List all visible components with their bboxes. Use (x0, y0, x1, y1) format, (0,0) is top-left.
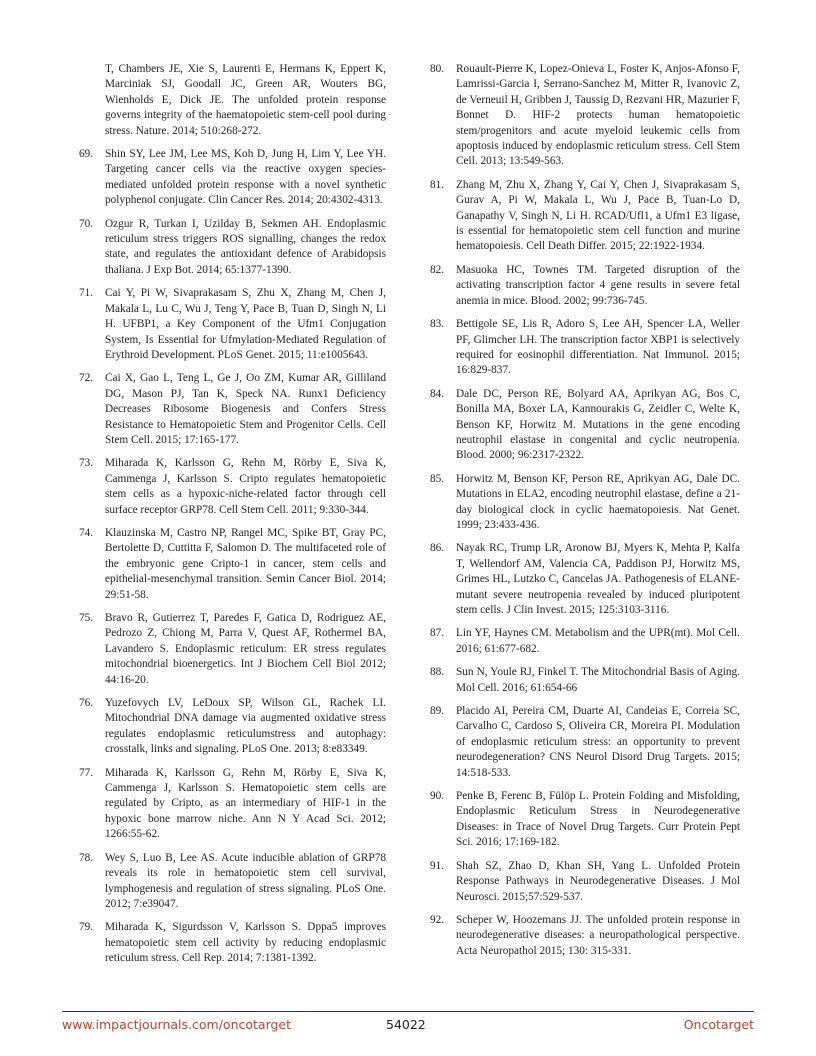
reference-entry (430, 913, 740, 959)
reference-text: Cai Y, Pi W, Sivaprakasam S, Zhu X, Zhang M, Chen J, Makala L, Lu C, Wu J, Teng Y, Pace B, Tuan D, Singh N, Li H. UFBP1, a Key Component of the Ufm1 Conjugation System, Is Essential for Ufmylation-Mediated Regulation of Erythroid Development. PLoS Genet. 2015; 11:e1005643. (105, 287, 386, 361)
reference-entry (79, 920, 386, 966)
reference-number: 90. (430, 790, 445, 803)
reference-entry (79, 371, 386, 448)
reference-entry (430, 387, 740, 464)
reference-text: Bravo R, Gutierrez T, Paredes F, Gatica D, Rodriguez AE, Pedrozo Z, Chiong M, Parra V, Quest AF, Rothermel BA, Lavandero S. Endoplasmic reticulum: ER stress regulates mitochondrial bioenergetics. Int J Biochem Cell Biol 2012; 44:16-20. (105, 612, 386, 686)
page-number: 54022 (386, 1017, 426, 1032)
reference-number: 69. (79, 148, 94, 161)
reference-number: 87. (430, 627, 445, 640)
reference-text: Yuzefovych LV, LeDoux SP, Wilson GL, Rachek LI. Mitochondrial DNA damage via augmented oxidative stress regulates endoplasmic reticulumstress and autophagy: crosstalk, links and signaling. PLoS One. 2013; 8:e83349. (105, 697, 386, 756)
reference-number: 84. (430, 387, 445, 400)
reference-text: Bettigole SE, Lis R, Adoro S, Lee AH, Spencer LA, Weller PF, Glimcher LH. The transcription factor XBP1 is selectively required for eosinophil differentiation. Nat Immunol. 2015; 16:829-837. (456, 318, 740, 377)
reference-number: 71. (79, 287, 94, 300)
reference-text: Scheper W, Hoozemans JJ. The unfolded protein response in neurodegenerative diseases: a neuropathological perspective. Acta Neuropathol 2015; 130: 315-331. (456, 913, 740, 957)
reference-text: Miharada K, Karlsson G, Rehn M, Rörby E, Siva K, Cammenga J, Karlsson S. Hematopoietic stem cells are regulated by Cripto, as an intermediary of HIF-1 in the hypoxic bone marrow niche. Ann N Y Acad Sci. 2012; 1266:55-62. (105, 766, 386, 841)
reference-entry (430, 178, 740, 255)
reference-entry (79, 286, 386, 363)
reference-entry (430, 472, 740, 534)
reference-number: 77. (79, 766, 94, 779)
reference-number: 81. (430, 178, 445, 191)
reference-entry (430, 263, 740, 309)
reference-entry (430, 626, 740, 657)
reference-text: Klauzinska M, Castro NP, Rangel MC, Spike BT, Gray PC, Bertolette D, Cuttitta F, Salomon D. The multifaceted role of the embryonic gene Cripto-1 in cancer, stem cells and epithelial-mesenchymal transition. Semin Cancer Biol. 2014; 29:51-58. (105, 526, 386, 601)
reference-entry (430, 317, 740, 379)
reference-number: 89. (430, 705, 445, 718)
reference-entry (79, 696, 386, 758)
reference-entry (79, 851, 386, 913)
reference-entry (79, 62, 386, 139)
journal-url-link[interactable]: www.impactjournals.com/oncotarget (62, 1017, 292, 1032)
reference-number: 79. (79, 921, 94, 934)
reference-text: T, Chambers JE, Xie S, Laurenti E, Hermans K, Eppert K, Marciniak SJ, Goodall JC, Green AR, Wouters BG, Wienholds E, Dick JE. The unfolded protein response governs integrity of the haematopoietic stem-cell pool during stress. Nature. 2014; 510:268-272. (105, 63, 386, 137)
reference-number: 92. (430, 913, 445, 926)
journal-name: Oncotarget (683, 1017, 754, 1032)
reference-text: Wey S, Luo B, Lee AS. Acute inducible ablation of GRP78 reveals its role in hematopoietic stem cell survival, lymphogenesis and regulation of stress signaling. PLoS One. 2012; 7:e39047. (105, 851, 386, 910)
reference-text: Sun N, Youle RJ, Finkel T. The Mitochondrial Basis of Aging. Mol Cell. 2016; 61:654-66 (456, 666, 740, 694)
reference-text: Miharada K, Sigurdsson V, Karlsson S. Dppa5 improves hematopoietic stem cell activity by reducing endoplasmic reticulum stress. Cell Rep. 2014; 7:1381-1392. (105, 921, 386, 965)
reference-entry (430, 789, 740, 851)
reference-text: Rouault-Pierre K, Lopez-Onieva L, Foster K, Anjos-Afonso F, Lamrissi-Garcia I, Serrano-Sanchez M, Mitter R, Ivanovic Z, de Verneuil H, Gribben J, Taussig D, Rezvani HR, Mazurier F, Bonnet D. HIF-2 protects human hematopoietic stem/progenitors and acute myeloid leukemic cells from apoptosis induced by endoplasmic reticulum stress. Cell Stem Cell. 2013; 13:549-563. (456, 63, 740, 168)
reference-text: Masuoka HC, Townes TM. Targeted disruption of the activating transcription factor 4 gene results in severe fetal anemia in mice. Blood. 2002; 99:736-745. (456, 263, 740, 307)
reference-number: 72. (79, 372, 94, 385)
reference-entry (79, 456, 386, 518)
reference-text: Miharada K, Karlsson G, Rehn M, Rörby E, Siva K, Cammenga J, Karlsson S. Cripto regulates hematopoietic stem cells as a hypoxic-niche-related factor through cell surface receptor GRP78. Cell Stem Cell. 2011; 9:330-344. (105, 457, 386, 516)
reference-number: 76. (79, 697, 94, 710)
reference-number: 85. (430, 472, 445, 485)
reference-entry (430, 665, 740, 696)
reference-entry (430, 704, 740, 781)
reference-entry (79, 611, 386, 688)
reference-text: Horwitz M, Benson KF, Person RE, Aprikyan AG, Dale DC. Mutations in ELA2, encoding neutrophil elastase, define a 21-day biological clock in cyclic haematopoiesis. Nat Genet. 1999; 23:433-436. (456, 472, 740, 531)
reference-entry (79, 766, 386, 843)
reference-text: Shin SY, Lee JM, Lee MS, Koh D, Jung H, Lim Y, Lee YH. Targeting cancer cells via the reactive oxygen species-mediated unfolded protein response with a novel synthetic polyphenol conjugate. Clin Cancer Res. 2014; 20:4302-4313. (105, 148, 386, 207)
reference-number: 78. (79, 851, 94, 864)
reference-text: Cai X, Gao L, Teng L, Ge J, Oo ZM, Kumar AR, Gilliland DG, Mason PJ, Tan K, Speck NA. Runx1 Deficiency Decreases Ribosome Biogenesis and Confers Stress Resistance to Hematopoietic Stem and Progenitor Cells. Cell Stem Cell. 2015; 17:165-177. (105, 372, 386, 446)
reference-entry (430, 541, 740, 618)
reference-number: 83. (430, 318, 445, 331)
reference-entry (430, 859, 740, 905)
references-left-column (79, 62, 386, 975)
reference-entry (79, 147, 386, 209)
reference-number: 73. (79, 457, 94, 470)
reference-number: 70. (79, 217, 94, 230)
reference-text: Shah SZ, Zhao D, Khan SH, Yang L. Unfolded Protein Response Pathways in Neurodegenerative Diseases. J Mol Neurosci. 2015;57:529-537. (456, 859, 740, 903)
reference-number: 74. (79, 526, 94, 539)
reference-entry (79, 217, 386, 279)
reference-text: Penke B, Ferenc B, Fülöp L. Protein Folding and Misfolding, Endoplasmic Reticulum Stress in Neurodegenerative Diseases: in Trace of Novel Drug Targets. Curr Protein Pept Sci. 2016; 17:169-182. (456, 790, 740, 849)
reference-text: Dale DC, Person RE, Bolyard AA, Aprikyan AG, Bos C, Bonilla MA, Boxer LA, Kannourakis G, Zeidler C, Welte K, Benson KF, Horwitz M. Mutations in the gene encoding neutrophil elastase in congenital and cyclic neutropenia. Blood. 2000; 96:2317-2322. (456, 387, 740, 462)
reference-number: 82. (430, 263, 445, 276)
footer-divider (62, 1011, 754, 1012)
references-right-column (430, 62, 740, 967)
reference-entry (430, 62, 740, 170)
reference-number: 88. (430, 666, 445, 679)
reference-text: Zhang M, Zhu X, Zhang Y, Cai Y, Chen J, Sivaprakasam S, Gurav A, Pi W, Makala L, Wu J, Pace B, Tuan-Lo D, Ganapathy V, Singh N, Li H. RCAD/Ufl1, a Ufm1 E3 ligase, is essential for hematopoietic stem cell function and murine hematopoiesis. Cell Death Differ. 2015; 22:1922-1934. (456, 178, 740, 253)
reference-entry (79, 526, 386, 603)
reference-number: 75. (79, 612, 94, 624)
reference-number: 86. (430, 542, 445, 555)
reference-text: Placido AI, Pereira CM, Duarte AI, Candeias E, Correia SC, Carvalho C, Cardoso S, Oliveira CR, Moreira PI. Modulation of endoplasmic reticulum stress: an opportunity to prevent neurodegeneration? CNS Neurol Disord Drug Targets. 2015; 14:518-533. (456, 705, 740, 779)
reference-text: Nayak RC, Trump LR, Aronow BJ, Myers K, Mehta P, Kalfa T, Wellendorf AM, Valencia CA, Paddison PJ, Horwitz MS, Grimes HL, Lutzko C, Cancelas JA. Pathogenesis of ELANE-mutant severe neutropenia revealed by induced pluripotent stem cells. J Clin Invest. 2015; 125:3103-3116. (456, 542, 740, 616)
reference-number: 91. (430, 859, 445, 872)
reference-number: 80. (430, 63, 445, 75)
reference-text: Lin YF, Haynes CM. Metabolism and the UPR(mt). Mol Cell. 2016; 61:677-682. (456, 627, 740, 655)
reference-text: Ozgur R, Turkan I, Uzilday B, Sekmen AH. Endoplasmic reticulum stress triggers ROS signalling, changes the redox state, and regulates the antioxidant defence of Arabidopsis thaliana. J Exp Bot. 2014; 65:1377-1390. (105, 217, 386, 276)
